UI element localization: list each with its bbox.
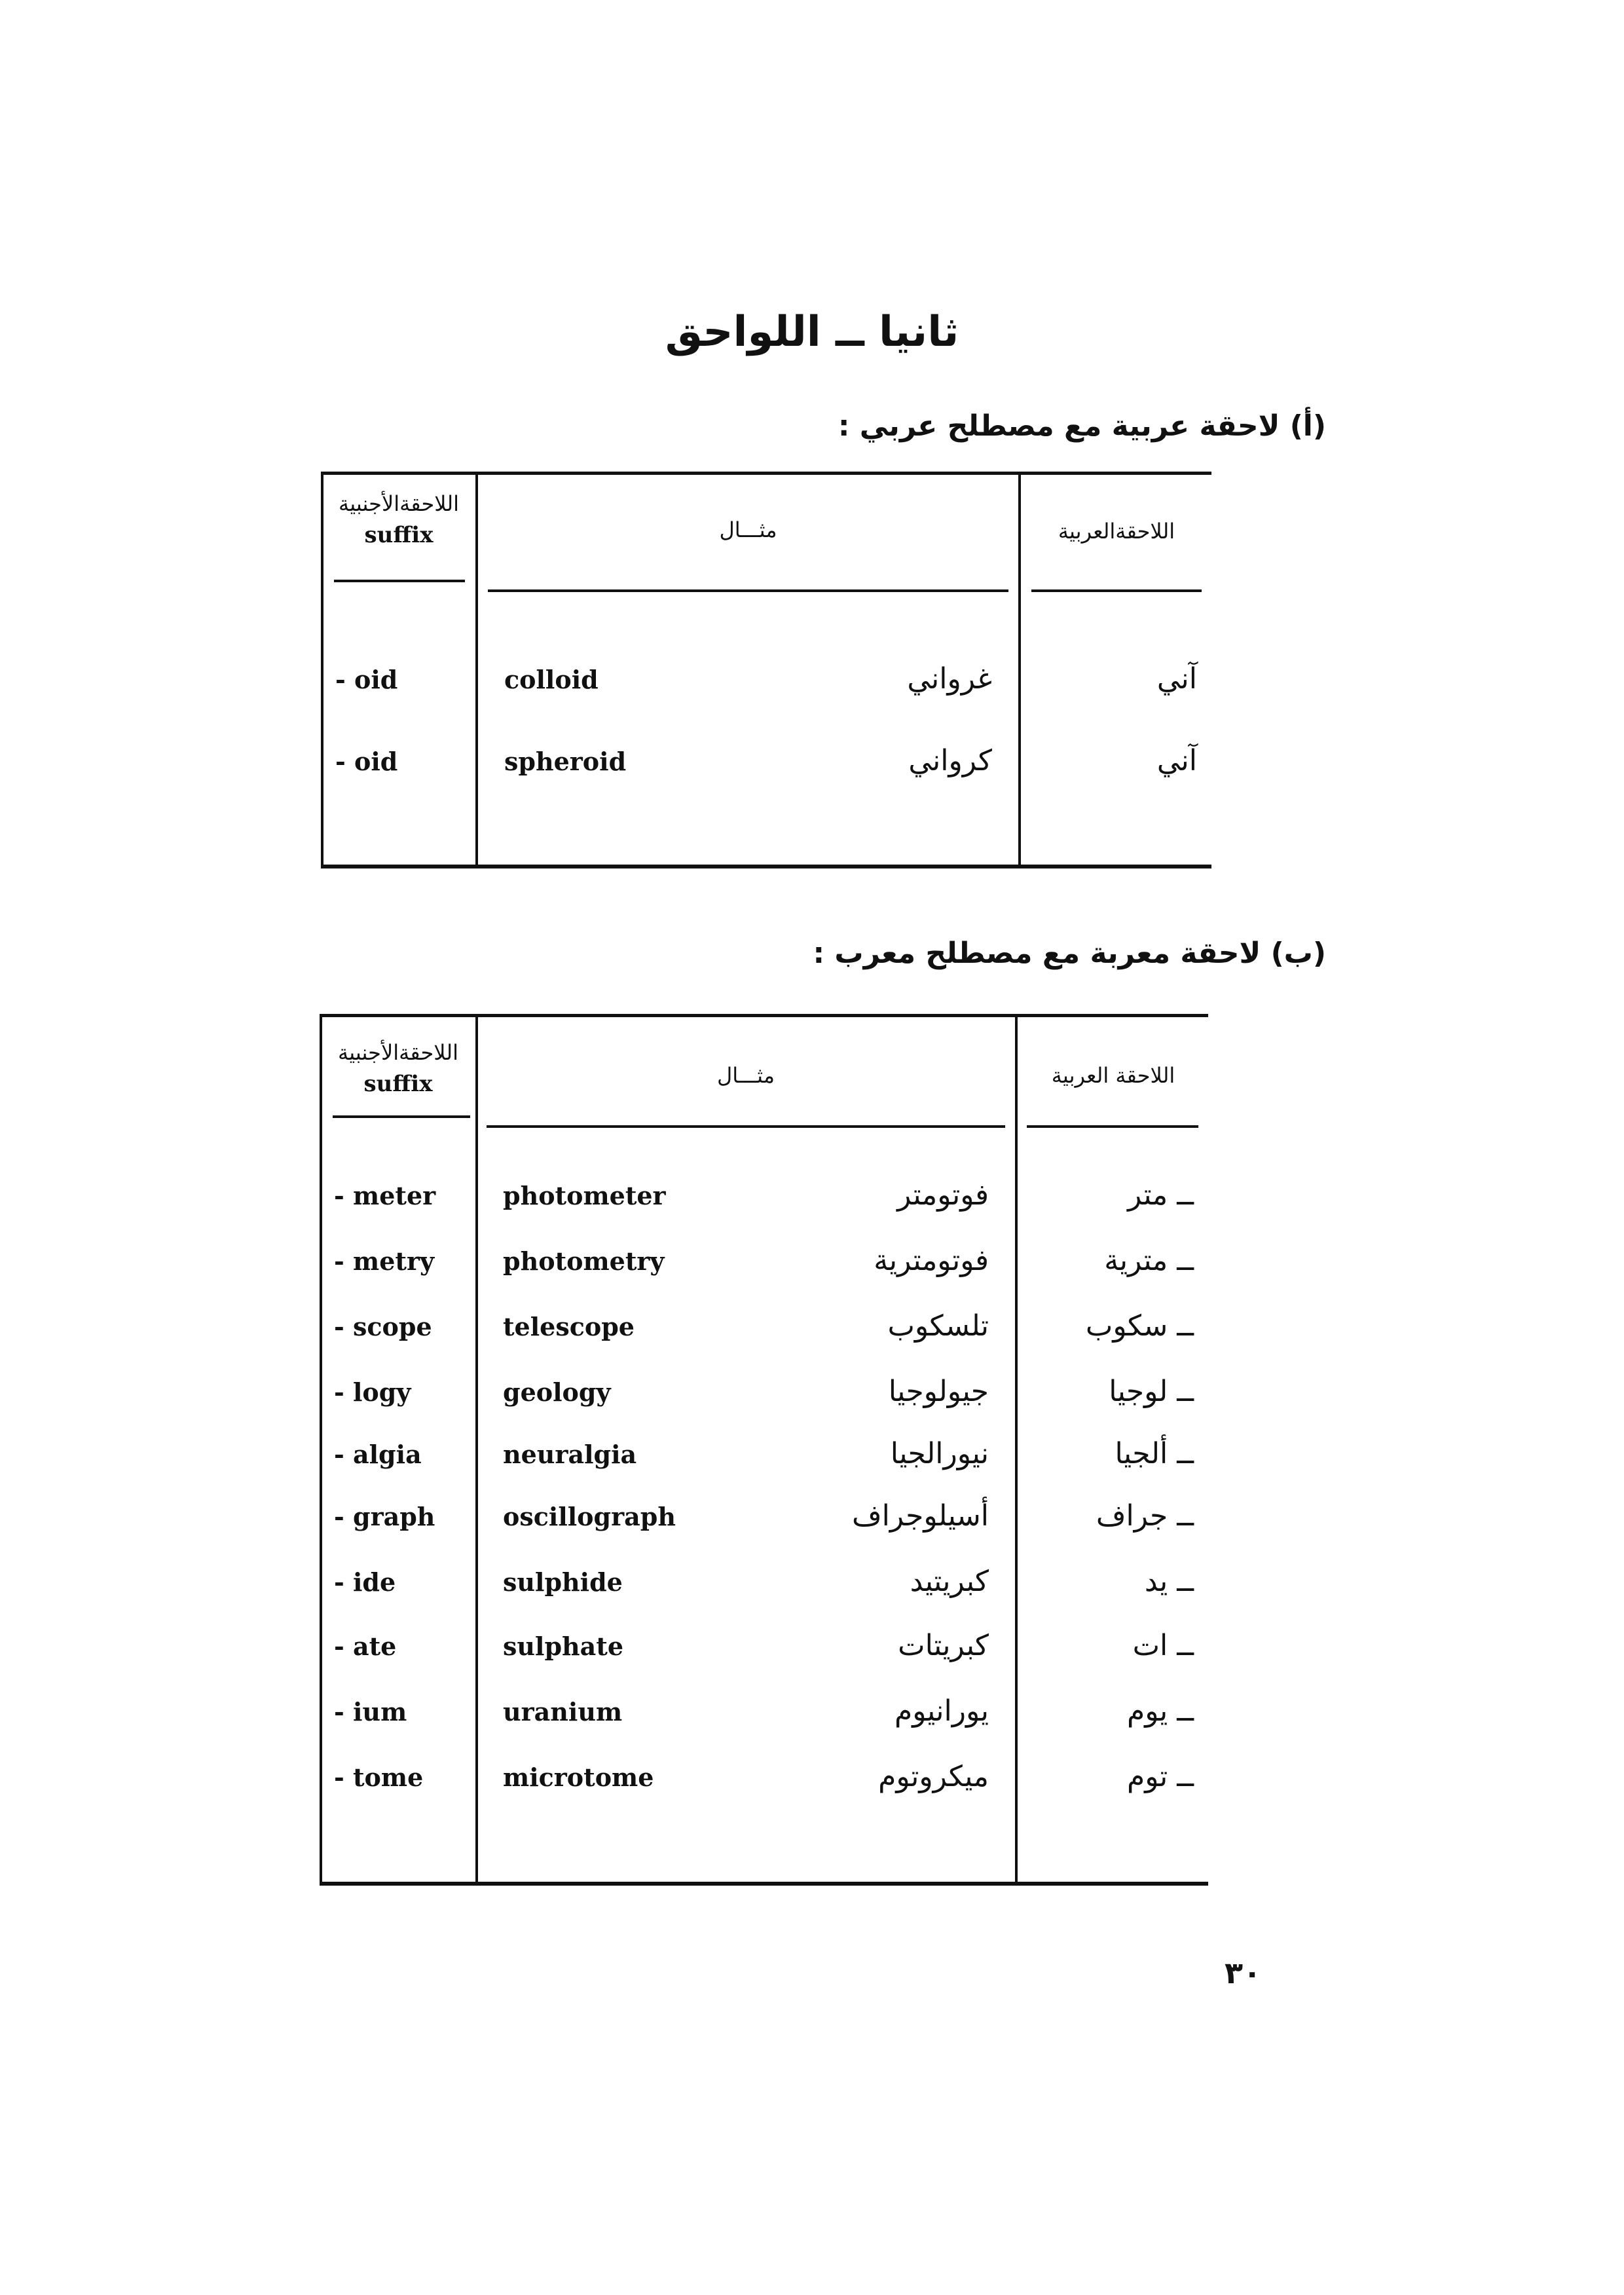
arabic-suffix: ــ مترية <box>1104 1244 1194 1277</box>
example-arabic: فوتومتر <box>897 1178 989 1212</box>
page-title: ثانيا ــ اللواحق <box>665 308 959 356</box>
foreign-suffix: - logy <box>334 1377 411 1407</box>
example-arabic: كبريتيد <box>910 1565 989 1598</box>
example-english: sulphate <box>503 1632 624 1661</box>
example-english: photometry <box>503 1246 665 1276</box>
header-foreign-suffix-en: suffix <box>364 522 434 548</box>
table-row <box>320 1567 1208 1630</box>
header-foreign-suffix-en: suffix <box>363 1071 433 1097</box>
header-underline <box>333 1115 470 1118</box>
header-foreign-suffix-ar: اللاحقةالأجنبية <box>338 1040 458 1065</box>
example-english: spheroid <box>504 747 627 776</box>
header-foreign-suffix-ar: اللاحقةالأجنبية <box>339 491 459 516</box>
page-number: ٣٠ <box>1225 1955 1262 1990</box>
header-arabic-suffix <box>1022 515 1211 547</box>
arabic-suffix: آني <box>1156 744 1197 777</box>
foreign-suffix: - ide <box>334 1567 396 1597</box>
foreign-suffix: - algia <box>334 1440 422 1469</box>
arabic-suffix: ــ يد <box>1144 1565 1194 1598</box>
section-b-table <box>320 1014 1208 1886</box>
arabic-suffix: ــ سكوب <box>1085 1309 1194 1343</box>
table-row <box>320 1499 1208 1565</box>
arabic-suffix: ــ جراف <box>1096 1499 1194 1533</box>
header-underline <box>487 1125 1005 1128</box>
table-row <box>320 1694 1208 1760</box>
header-underline <box>334 580 465 582</box>
example-english: photometer <box>503 1181 666 1210</box>
header-underline <box>1031 589 1202 592</box>
section-a-heading: (أ) لاحقة عربية مع مصطلح عربي : <box>838 409 1326 443</box>
example-arabic: جيولوجيا <box>888 1375 989 1408</box>
example-arabic: يورانيوم <box>895 1694 989 1728</box>
section-a-table <box>321 472 1211 868</box>
example-english: neuralgia <box>503 1440 637 1469</box>
arabic-suffix: ــ ات <box>1132 1629 1194 1662</box>
section-b-heading: (ب) لاحقة معربة مع مصطلح معرب : <box>813 937 1326 970</box>
header-arabic-suffix-label: اللاحقة العربية <box>1051 1063 1175 1088</box>
example-arabic: أسيلوجراف <box>852 1499 989 1533</box>
foreign-suffix: - metry <box>334 1246 435 1276</box>
example-english: uranium <box>503 1697 623 1726</box>
header-example-label: مثـــال <box>719 517 777 542</box>
table-row <box>321 744 1211 810</box>
example-english: geology <box>503 1377 611 1407</box>
foreign-suffix: - oid <box>335 665 398 694</box>
header-foreign-suffix <box>325 488 473 551</box>
foreign-suffix: - ium <box>334 1697 407 1726</box>
header-example <box>477 1060 1015 1091</box>
example-arabic: تلسكوب <box>887 1309 989 1343</box>
arabic-suffix: آني <box>1156 662 1197 696</box>
foreign-suffix: - scope <box>334 1312 432 1341</box>
example-english: microtome <box>503 1763 654 1792</box>
foreign-suffix: - ate <box>334 1632 397 1661</box>
table-row <box>321 662 1211 728</box>
table-row <box>320 1437 1208 1502</box>
foreign-suffix: - graph <box>334 1502 435 1531</box>
header-arabic-suffix <box>1018 1060 1208 1091</box>
header-foreign-suffix <box>323 1037 473 1100</box>
arabic-suffix: ــ لوجيا <box>1109 1375 1194 1408</box>
header-example <box>478 514 1018 546</box>
example-english: telescope <box>503 1312 635 1341</box>
example-arabic: فوتومترية <box>874 1244 989 1277</box>
table-row <box>320 1760 1208 1825</box>
arabic-suffix: ــ ألجيا <box>1115 1437 1194 1470</box>
example-arabic: كرواني <box>908 744 992 777</box>
arabic-suffix: ــ يوم <box>1127 1694 1194 1728</box>
table-row <box>320 1377 1208 1440</box>
foreign-suffix: - tome <box>334 1763 424 1792</box>
foreign-suffix: - oid <box>335 747 398 776</box>
example-arabic: ميكروتوم <box>878 1760 989 1793</box>
header-arabic-suffix-label: اللاحقةالعربية <box>1058 519 1175 544</box>
table-row <box>320 1246 1208 1309</box>
foreign-suffix: - meter <box>334 1181 436 1210</box>
table-row <box>320 1309 1208 1375</box>
example-arabic: نيورالجيا <box>890 1437 989 1470</box>
example-english: colloid <box>504 665 599 694</box>
example-english: oscillograph <box>503 1502 676 1531</box>
example-english: sulphide <box>503 1567 623 1597</box>
header-underline <box>488 589 1008 592</box>
table-row <box>320 1629 1208 1694</box>
arabic-suffix: ــ متر <box>1128 1178 1194 1212</box>
table-row <box>320 1178 1208 1244</box>
example-arabic: كبريتات <box>898 1629 989 1662</box>
example-arabic: غرواني <box>907 662 992 696</box>
arabic-suffix: ــ توم <box>1127 1760 1194 1793</box>
header-underline <box>1027 1125 1198 1128</box>
header-example-label: مثـــال <box>717 1063 775 1088</box>
